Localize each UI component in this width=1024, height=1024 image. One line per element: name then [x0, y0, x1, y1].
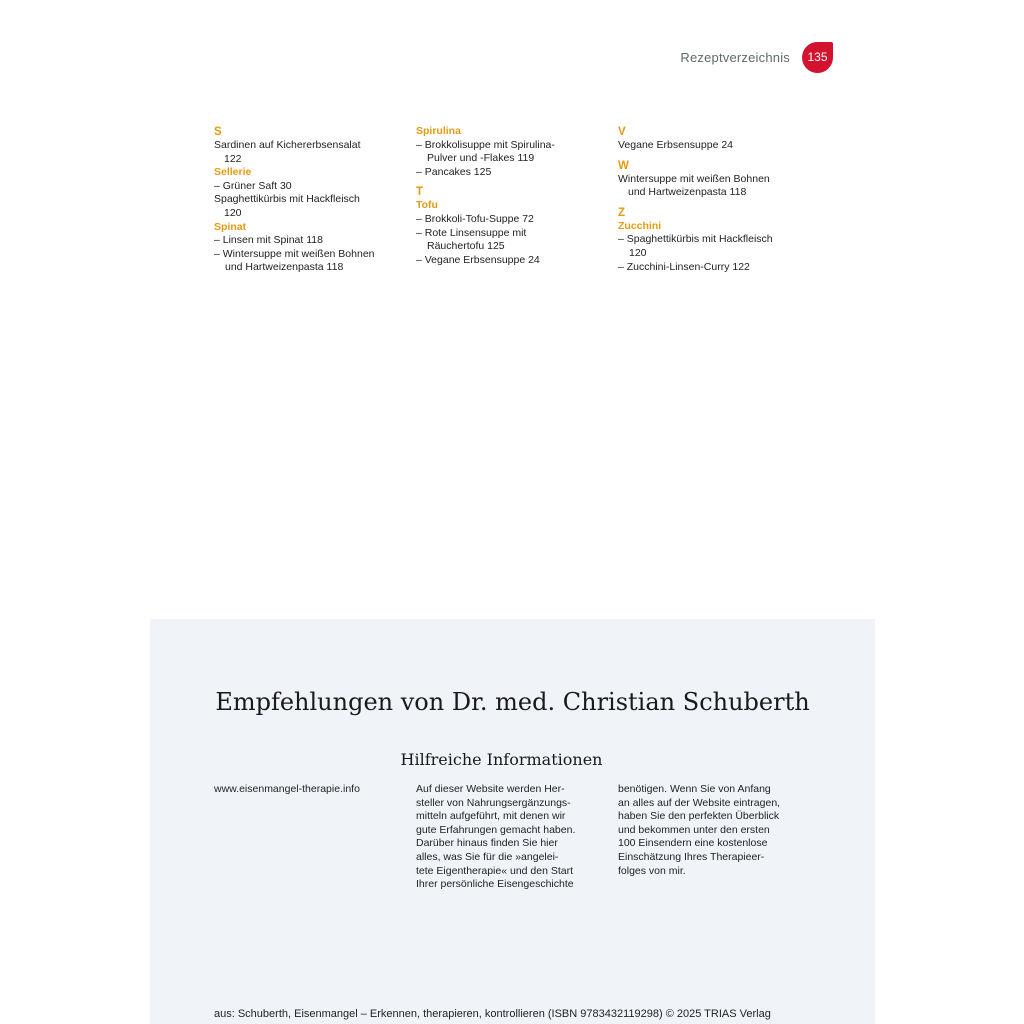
info-title: Empfehlungen von Dr. med. Christian Schuberth	[215, 688, 810, 716]
index-subentry: – Brokkoli-Tofu-Suppe 72	[416, 212, 534, 225]
index-keyword: Spirulina	[416, 125, 461, 137]
index-keyword: Zucchini	[618, 219, 662, 232]
info-text-line: haben Sie den perfekten Überblick	[618, 810, 780, 823]
index-entry-line: – Spaghettikürbis mit Hackfleisch	[618, 233, 773, 246]
index-letter: T	[416, 186, 424, 199]
index-keyword: Spinat	[214, 220, 247, 233]
index-column-3	[618, 125, 808, 274]
index-entry	[214, 139, 404, 166]
info-column-1	[214, 783, 404, 797]
info-text-line: tete Eigentherapie« und den Start	[416, 864, 574, 877]
info-text-line: 100 Einsendern eine kostenlose	[618, 837, 768, 850]
info-text-line: steller von Nahrungsergänzungs-	[416, 796, 571, 809]
info-text-line: Einschätzung Ihres Therapieer-	[618, 850, 765, 863]
index-subentry: – Vegane Erbsensuppe 24	[416, 253, 540, 266]
index-subentry: – Grüner Saft 30	[214, 179, 292, 192]
info-text-line: und bekommen unter den ersten	[618, 823, 770, 836]
index-entry-line: – Brokkolisuppe mit Spirulina-	[416, 138, 555, 151]
index-entry-line: Räuchertofu 125	[427, 240, 505, 253]
index-column-1	[214, 125, 404, 275]
index-entry-line: Sardinen auf Kichererbsensalat	[214, 139, 361, 151]
info-text-line: gute Erfahrungen gemacht haben.	[416, 823, 576, 836]
index-entry-line: Wintersuppe mit weißen Bohnen	[618, 172, 770, 185]
index-entry-line: – Rote Linsensuppe mit	[416, 226, 527, 239]
index-entry	[214, 193, 404, 220]
website-link[interactable]: www.eisenmangel-therapie.info	[214, 783, 360, 795]
index-entry-line: und Hartweizenpasta 118	[225, 261, 344, 274]
index-letter: S	[214, 126, 222, 138]
info-text-line: mitteln aufgeführt, mit denen wir	[416, 810, 566, 823]
index-entry-line: Pulver und -Flakes 119	[427, 152, 535, 165]
info-text-line: Darüber hinaus finden Sie hier	[416, 837, 558, 850]
index-subentry	[416, 227, 606, 254]
info-subtitle: Hilfreiche Informationen	[400, 750, 603, 769]
info-text-line: Auf dieser Website werden Her-	[416, 783, 565, 795]
index-letter: W	[618, 159, 629, 172]
index-entry-line: und Hartweizenpasta 118	[628, 186, 747, 199]
info-text-line: alles, was Sie für die »angelei-	[416, 850, 559, 863]
index-entry-line: Spaghettikürbis mit Hackfleisch	[214, 193, 360, 206]
index-keyword: Tofu	[416, 199, 438, 212]
index-entry: Vegane Erbsensuppe 24	[618, 139, 734, 151]
index-subentry: – Linsen mit Spinat 118	[214, 234, 323, 247]
info-column-2	[416, 783, 606, 892]
index-letter: V	[618, 126, 626, 138]
info-text-line: folges von mir.	[618, 864, 686, 877]
info-text-line: Ihrer persönliche Eisengeschichte	[416, 878, 574, 891]
index-keyword: Sellerie	[214, 166, 252, 179]
index-entry-line: – Wintersuppe mit weißen Bohnen	[214, 247, 375, 260]
index-subentry	[618, 233, 808, 260]
index-subentry: – Zucchini-Linsen-Curry 122	[618, 260, 750, 273]
index-subentry: – Pancakes 125	[416, 165, 492, 178]
index-subentry	[416, 139, 606, 166]
info-text-line: benötigen. Wenn Sie von Anfang	[618, 783, 771, 795]
info-text-line: an alles auf der Website eintragen,	[618, 796, 781, 809]
index-subentry	[214, 248, 404, 275]
index-column-2	[416, 125, 606, 267]
footer-citation: aus: Schuberth, Eisenmangel – Erkennen, therapieren, kontrollieren (ISBN 9783432119298) © 2025 TRIAS Verlag	[214, 1008, 771, 1020]
index-letter: Z	[618, 206, 626, 219]
page-number-badge: 135	[802, 42, 833, 73]
running-header-title: Rezeptverzeichnis	[680, 50, 790, 65]
index-entry	[618, 173, 808, 200]
index-entry-line: 122	[224, 152, 242, 165]
index-entry-line: 120	[629, 246, 647, 259]
index-entry-line: 120	[224, 206, 242, 219]
info-column-3	[618, 783, 808, 878]
